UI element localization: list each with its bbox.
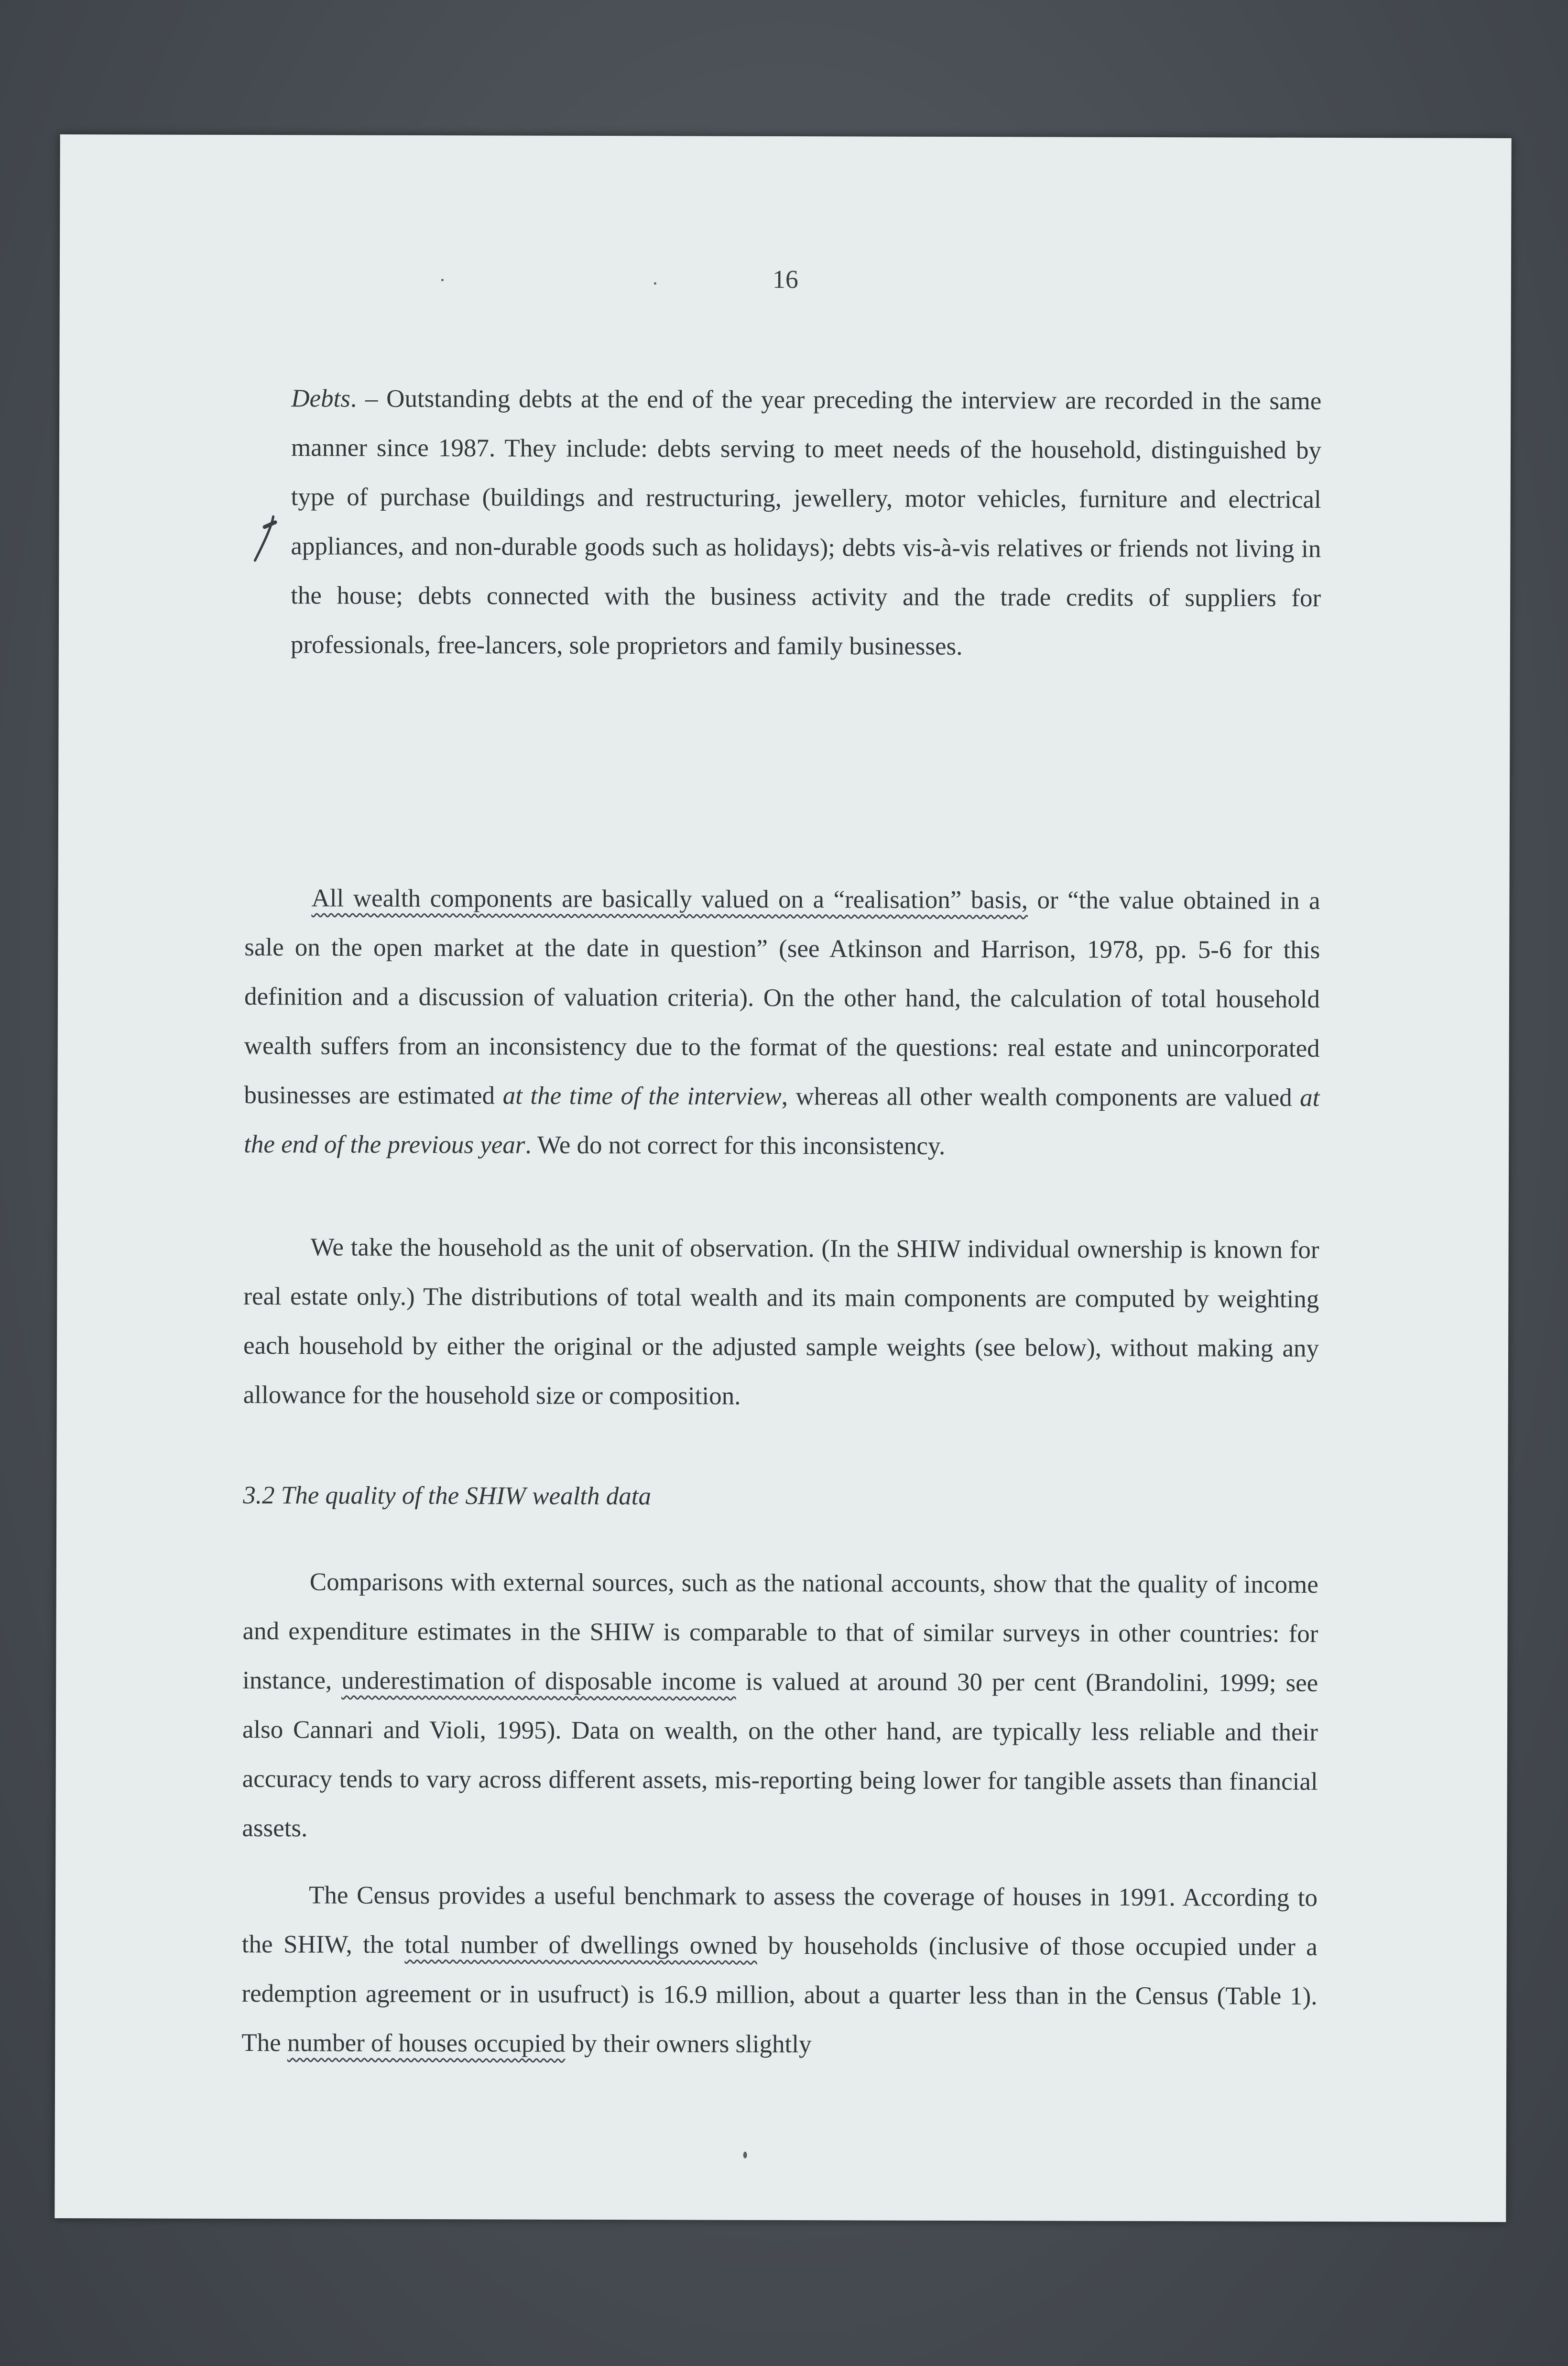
census-underlined-phrase-1: total number of dwellings owned: [404, 1930, 758, 1960]
debts-body: . – Outstanding debts at the end of the year preceding the interview are recorded in the same manner since 1987. They include: debts serving to meet needs of the household, distinguished by type of purchase (buildings and restructuring, jewellery, motor vehicles, furniture and electrical appliances, and non-durable goods such as holidays); debts vis-à-vis relatives or friends not living in the house; debts connected with the business activity and the trade credits of suppliers for professionals, free-lancers, sole proprietors and family businesses.: [290, 384, 1322, 660]
valuation-paragraph: [244, 874, 1320, 1172]
comparisons-paragraph: [242, 1557, 1318, 1856]
valuation-italic-1: at the time of the interview: [502, 1082, 782, 1110]
page-number: 16: [772, 264, 799, 294]
census-underlined-phrase-2: number of houses occupied: [287, 2029, 566, 2058]
valuation-text-3: . We do not correct for this inconsistency.: [525, 1131, 946, 1160]
valuation-italic-2: at the end of the previous year: [244, 1084, 1320, 1159]
valuation-text-2: , whereas all other wealth components are valued: [781, 1082, 1300, 1112]
unit-paragraph: We take the household as the unit of observation. (In the SHIW individual ownership is known for real estate only.) The distributions of total wealth and its main components are computed by weighting each household by either the original or the adjusted sample weights (see below), without making any allowance for the household size or composition.: [243, 1233, 1319, 1410]
paper-speck: [441, 279, 444, 281]
comparisons-underlined-phrase: underestimation of disposable income: [341, 1666, 736, 1696]
debts-label: Debts: [291, 384, 350, 413]
paper-speck: [654, 282, 656, 285]
census-text-2: by households (inclusive of those occupied under a redemption agreement or in usufruct) is 16.9 million, about a quarter less than in the Census (Table 1). The: [241, 1931, 1318, 2057]
census-text-3: by their owners slightly: [565, 2029, 812, 2059]
section-heading: 3.2 The quality of the SHIW wealth data: [243, 1481, 652, 1511]
census-text-1: The Census provides a useful benchmark to assess the coverage of houses in 1991. According to the SHIW, the: [241, 1881, 1318, 1959]
valuation-underlined-phrase: All wealth components are basically valued on a “realisation” basis,: [311, 884, 1028, 914]
paper-speck: [743, 2152, 747, 2158]
census-paragraph: [241, 1871, 1318, 2070]
valuation-text-1: or “the value obtained in a sale on the open market at the date in question” (see Atkinson and Harrison, 1978, pp. 5-6 for this definition and a discussion of valuation criteria). On the other hand, the calculation of total household wealth suffers from an inconsistency due to the format of the questions: real estate and unincorporated businesses are estimated: [244, 886, 1320, 1110]
comparisons-text-2: is valued at around 30 per cent (Brandolini, 1999; see also Cannari and Violi, 1995). Data on wealth, on the other hand, are typically less reliable and their accuracy tends to vary across different assets, mis-reporting being lower for tangible assets than financial assets.: [242, 1667, 1318, 1842]
handwritten-check-mark: [250, 513, 283, 565]
debts-paragraph: [291, 374, 1322, 672]
comparisons-text-1: Comparisons with external sources, such as the national accounts, show that the quality of income and expenditure estimates in the SHIW is comparable to that of similar surveys in other countries: for instance,: [242, 1568, 1318, 1695]
document-page: [54, 134, 1511, 2222]
